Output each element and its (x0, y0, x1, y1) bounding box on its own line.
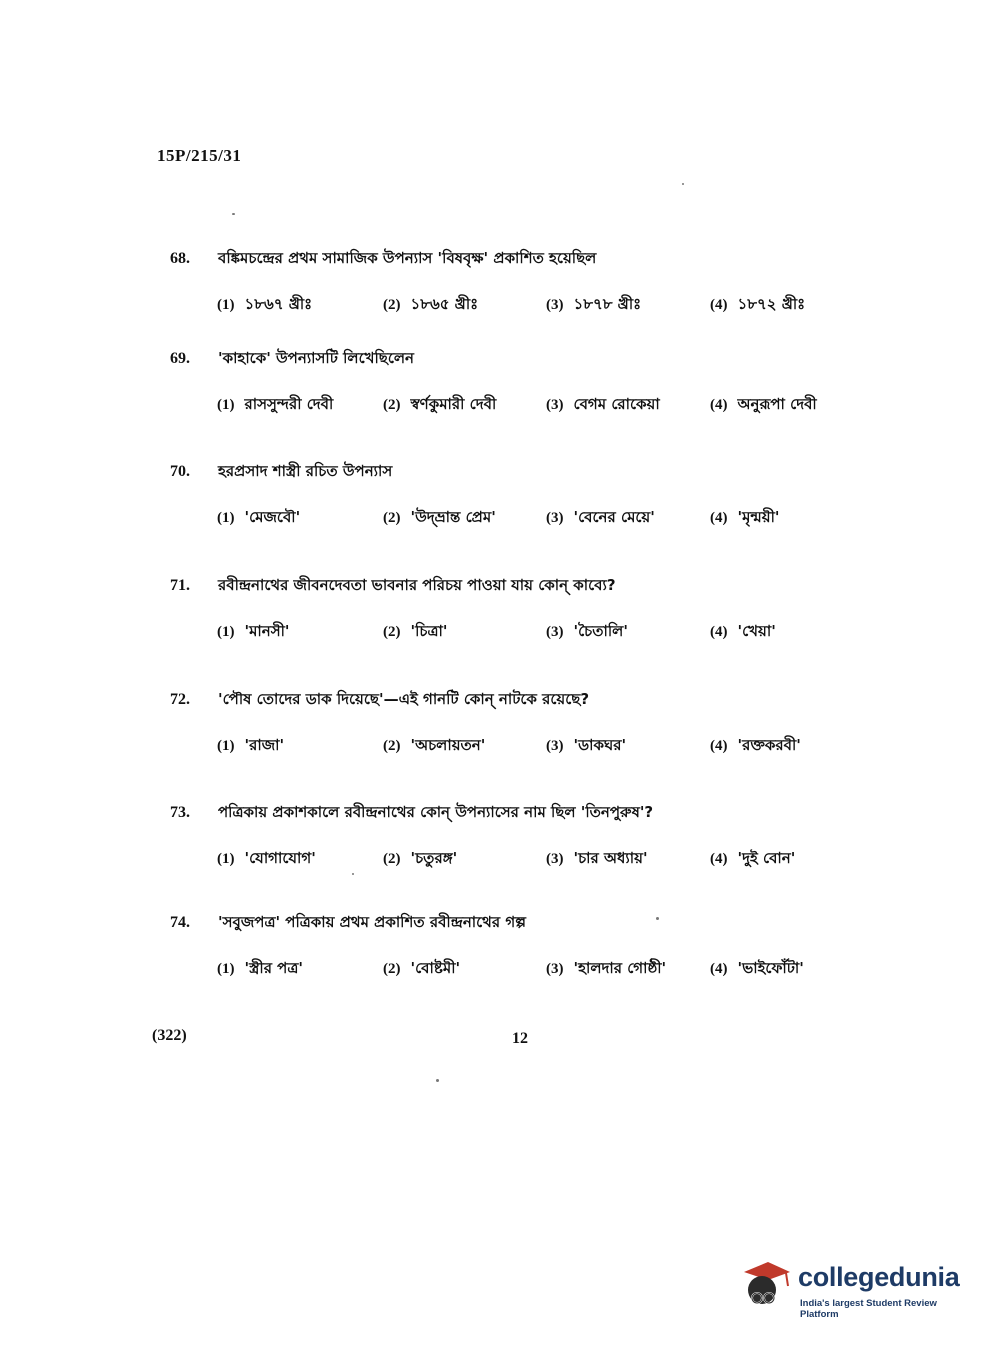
option-number: (1) (217, 851, 235, 867)
answer-option (710, 734, 801, 759)
option-text: 'চার অধ্যায়' (573, 849, 648, 867)
option-text: 'বেনের মেয়ে' (573, 508, 655, 526)
option-text: স্বর্ণকুমারী দেবী (410, 395, 497, 413)
option-text: 'রক্তকরবী' (737, 736, 801, 754)
option-number: (4) (710, 397, 728, 413)
answer-option (546, 620, 628, 645)
option-text: রাসসুন্দরী দেবী (244, 395, 334, 413)
option-number: (3) (546, 961, 564, 977)
answer-option (546, 393, 660, 418)
option-number: (4) (710, 297, 728, 313)
answer-option (383, 506, 496, 531)
option-number: (2) (383, 297, 401, 313)
option-text: ১৮৬৭ খ্রীঃ (244, 295, 313, 313)
paper-code: 15P/215/31 (157, 146, 242, 165)
question-number: 74. (170, 914, 190, 931)
option-number: (3) (546, 851, 564, 867)
scan-speck (232, 213, 235, 215)
option-text: 'চৈতালি' (573, 622, 628, 640)
option-text: 'চিত্রা' (410, 622, 448, 640)
option-number: (3) (546, 397, 564, 413)
option-text: 'ডাকঘর' (573, 736, 627, 754)
answer-option (217, 506, 300, 531)
answer-option (546, 847, 648, 872)
option-number: (2) (383, 961, 401, 977)
answer-option (710, 393, 817, 418)
brand-tagline: India's largest Student Review Platform (800, 1298, 937, 1320)
question-text: 'কাহাকে' উপন্যাসটি লিখেছিলেন (218, 349, 414, 367)
option-number: (4) (710, 851, 728, 867)
option-number: (2) (383, 851, 401, 867)
option-text: 'চতুরঙ্গ' (410, 849, 458, 867)
question-number: 73. (170, 804, 190, 821)
option-row (0, 506, 1001, 532)
question-line (170, 574, 616, 599)
option-row (0, 620, 1001, 646)
option-number: (4) (710, 624, 728, 640)
question-line (170, 911, 526, 936)
scan-speck (682, 183, 684, 185)
option-text: 'অচলায়তন' (410, 736, 486, 754)
answer-option (217, 393, 333, 418)
question-text: পত্রিকায় প্রকাশকালে রবীন্দ্রনাথের কোন্ উপন্যাসের নাম ছিল 'তিনপুরুষ'? (218, 803, 654, 821)
answer-option (383, 393, 496, 418)
option-text: ১৮৬৫ খ্রীঃ (410, 295, 479, 313)
answer-option (710, 620, 776, 645)
answer-option (546, 293, 641, 318)
option-number: (3) (546, 510, 564, 526)
option-number: (1) (217, 624, 235, 640)
option-row (0, 734, 1001, 760)
option-number: (2) (383, 397, 401, 413)
option-row (0, 393, 1001, 419)
answer-option (710, 847, 795, 872)
answer-option (710, 506, 780, 531)
collegedunia-logo (740, 1258, 970, 1328)
option-number: (2) (383, 738, 401, 754)
answer-option (546, 734, 626, 759)
option-number: (4) (710, 738, 728, 754)
question-line (170, 460, 392, 485)
option-number: (3) (546, 738, 564, 754)
scan-speck (656, 917, 659, 920)
option-text: ১৮৭২ খ্রীঃ (737, 295, 806, 313)
answer-option (383, 620, 447, 645)
answer-option (710, 293, 805, 318)
scan-speck (436, 1079, 439, 1082)
question-number: 72. (170, 691, 190, 708)
answer-option (217, 847, 316, 872)
answer-option (546, 506, 655, 531)
option-row (0, 847, 1001, 873)
page-number: 12 (512, 1030, 528, 1047)
option-text: 'মৃন্ময়ী' (737, 508, 780, 526)
option-number: (1) (217, 961, 235, 977)
option-text: 'যোগাযোগ' (244, 849, 316, 867)
option-row (0, 957, 1001, 983)
question-line (170, 801, 653, 826)
question-text: হরপ্রসাদ শাস্ত্রী রচিত উপন্যাস (218, 462, 393, 480)
footer-code: (322) (152, 1027, 187, 1044)
option-number: (2) (383, 624, 401, 640)
question-number: 70. (170, 463, 190, 480)
brand-name: collegedunia (798, 1262, 960, 1292)
option-text: 'মেজবৌ' (244, 508, 301, 526)
question-line (170, 247, 596, 272)
option-number: (1) (217, 397, 235, 413)
option-text: 'বোষ্টমী' (410, 959, 461, 977)
answer-option (217, 957, 303, 982)
mascot-icon (740, 1258, 792, 1314)
option-number: (4) (710, 510, 728, 526)
answer-option (383, 957, 460, 982)
option-text: 'রাজা' (244, 736, 285, 754)
option-text: 'হালদার গোষ্ঠী' (573, 959, 667, 977)
answer-option (217, 293, 312, 318)
option-number: (1) (217, 297, 235, 313)
option-number: (3) (546, 624, 564, 640)
option-row (0, 293, 1001, 319)
option-number: (3) (546, 297, 564, 313)
option-text: 'খেয়া' (737, 622, 776, 640)
answer-option (710, 957, 804, 982)
scan-speck (352, 873, 354, 875)
answer-option (217, 734, 284, 759)
option-text: 'উদ্‌ভ্রান্ত প্রেম' (410, 508, 496, 526)
question-line (170, 688, 589, 713)
question-number: 71. (170, 577, 190, 594)
option-text: 'দুই বোন' (737, 849, 796, 867)
answer-option (383, 847, 457, 872)
option-number: (4) (710, 961, 728, 977)
answer-option (383, 293, 478, 318)
option-text: 'মানসী' (244, 622, 290, 640)
option-text: বেগম রোকেয়া (573, 395, 660, 413)
option-number: (1) (217, 510, 235, 526)
question-text: রবীন্দ্রনাথের জীবনদেবতা ভাবনার পরিচয় পাওয়া যায় কোন্ কাব্যে? (218, 576, 616, 594)
option-text: ১৮৭৮ খ্রীঃ (573, 295, 642, 313)
option-number: (2) (383, 510, 401, 526)
option-text: অনুরূপা দেবী (737, 395, 817, 413)
question-line (170, 347, 414, 372)
option-text: 'ভাইফোঁটা' (737, 959, 804, 977)
answer-option (383, 734, 485, 759)
question-text: 'সবুজপত্র' পত্রিকায় প্রথম প্রকাশিত রবীন্দ্রনাথের গল্প (218, 913, 526, 931)
answer-option (217, 620, 290, 645)
option-number: (1) (217, 738, 235, 754)
question-number: 69. (170, 350, 190, 367)
question-text: 'পৌষ তোদের ডাক দিয়েছে'—এই গানটি কোন্ নাটকে রয়েছে? (218, 690, 590, 708)
question-text: বঙ্কিমচন্দ্রের প্রথম সামাজিক উপন্যাস 'বিষবৃক্ষ' প্রকাশিত হয়েছিল (218, 249, 597, 267)
question-number: 68. (170, 250, 190, 267)
option-text: 'স্ত্রীর পত্র' (244, 959, 303, 977)
answer-option (546, 957, 666, 982)
